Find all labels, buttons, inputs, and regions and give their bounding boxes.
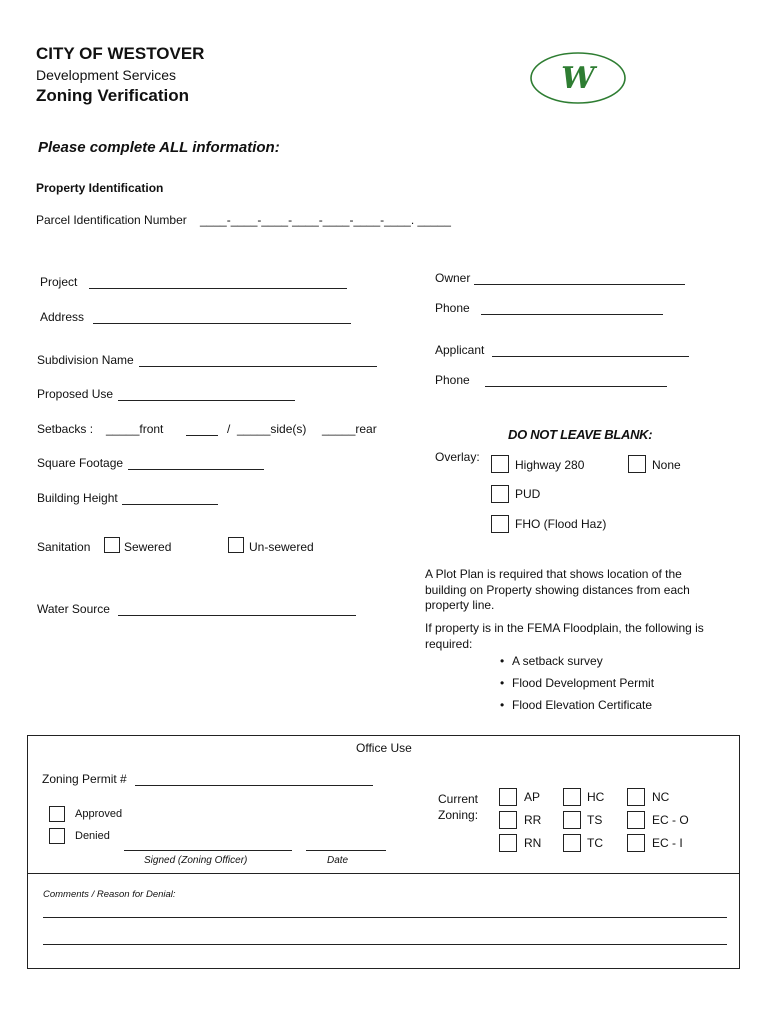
applicant-phone-field[interactable] xyxy=(485,386,667,387)
water-source-field[interactable] xyxy=(118,615,356,616)
denied-checkbox[interactable] xyxy=(49,828,65,844)
denied-label: Denied xyxy=(75,830,110,842)
zone-ap-checkbox[interactable] xyxy=(499,788,517,806)
applicant-label: Applicant xyxy=(435,343,485,357)
zone-rn-checkbox[interactable] xyxy=(499,834,517,852)
approved-label: Approved xyxy=(75,808,123,820)
office-use-box xyxy=(27,735,740,969)
zone-hc-label: HC xyxy=(587,790,605,804)
setback-rear-field[interactable]: _____rear xyxy=(322,422,377,436)
parcel-number-field[interactable]: ____-____-____-____-____-____-____. _____ xyxy=(200,213,451,227)
owner-phone-label: Phone xyxy=(435,301,470,315)
overlay-highway-280-checkbox[interactable] xyxy=(491,455,509,473)
zone-ec-o-label: EC - O xyxy=(652,813,689,827)
signature-line[interactable] xyxy=(124,850,292,851)
building-height-field[interactable] xyxy=(122,504,218,505)
requirement-item: • A setback survey xyxy=(512,654,603,668)
overlay-pud-checkbox[interactable] xyxy=(491,485,509,503)
overlay-fho-label: FHO (Flood Haz) xyxy=(515,517,607,531)
owner-phone-field[interactable] xyxy=(481,314,663,315)
square-footage-field[interactable] xyxy=(128,469,264,470)
overlay-none-checkbox[interactable] xyxy=(628,455,646,473)
subdivision-field[interactable] xyxy=(139,366,377,367)
office-use-title: Office Use xyxy=(356,741,412,755)
instructions-heading: Please complete ALL information: xyxy=(38,139,280,156)
date-line[interactable] xyxy=(306,850,386,851)
org-name: CITY OF WESTOVER xyxy=(36,44,205,63)
zone-ts-checkbox[interactable] xyxy=(563,811,581,829)
comments-line-2[interactable] xyxy=(43,944,727,945)
proposed-use-field[interactable] xyxy=(118,400,295,401)
overlay-label: Overlay: xyxy=(435,450,480,464)
applicant-field[interactable] xyxy=(492,356,689,357)
sewered-checkbox[interactable] xyxy=(104,537,120,553)
comments-label: Comments / Reason for Denial: xyxy=(43,889,176,900)
project-field[interactable] xyxy=(89,288,347,289)
overlay-none-label: None xyxy=(652,458,681,472)
zone-nc-label: NC xyxy=(652,790,670,804)
setback-side-field-1[interactable] xyxy=(186,435,218,436)
current-zoning-label-2: Zoning: xyxy=(438,808,479,822)
office-use-divider xyxy=(28,873,739,874)
zone-ec-i-label: EC - I xyxy=(652,836,683,850)
owner-label: Owner xyxy=(435,271,471,285)
zoning-permit-field[interactable] xyxy=(135,785,373,786)
setbacks-label: Setbacks : xyxy=(37,422,94,436)
address-label: Address xyxy=(40,310,85,324)
subdivision-label: Subdivision Name xyxy=(37,353,134,367)
zone-ts-label: TS xyxy=(587,813,603,827)
square-footage-label: Square Footage xyxy=(37,456,124,470)
current-zoning-label-1: Current xyxy=(438,792,479,806)
zone-tc-checkbox[interactable] xyxy=(563,834,581,852)
approved-checkbox[interactable] xyxy=(49,806,65,822)
sanitation-label: Sanitation xyxy=(37,540,91,554)
form-title: Zoning Verification xyxy=(36,86,190,105)
requirement-item: • Flood Elevation Certificate xyxy=(512,698,652,712)
date-label: Date xyxy=(327,855,349,866)
zone-ec-o-checkbox[interactable] xyxy=(627,811,645,829)
setback-front-field[interactable]: _____front xyxy=(106,422,164,436)
applicant-phone-label: Phone xyxy=(435,373,470,387)
zone-hc-checkbox[interactable] xyxy=(563,788,581,806)
zone-ec-i-checkbox[interactable] xyxy=(627,834,645,852)
department-name: Development Services xyxy=(36,67,177,83)
zone-rn-label: RN xyxy=(524,836,542,850)
zone-nc-checkbox[interactable] xyxy=(627,788,645,806)
owner-field[interactable] xyxy=(474,284,685,285)
plot-plan-note: A Plot Plan is required that shows location of the building on Property showing distances from each property line. xyxy=(425,567,690,612)
building-height-label: Building Height xyxy=(37,491,118,505)
property-section-title: Property Identification xyxy=(36,181,164,195)
address-field[interactable] xyxy=(93,323,351,324)
overlay-highway-280-label: Highway 280 xyxy=(515,458,585,472)
zone-tc-label: TC xyxy=(587,836,603,850)
sewered-label: Sewered xyxy=(124,540,172,554)
overlay-warning: DO NOT LEAVE BLANK: xyxy=(508,427,653,442)
setback-sides-field[interactable]: _____side(s) xyxy=(237,422,307,436)
svg-text:W: W xyxy=(561,61,595,96)
unsewered-checkbox[interactable] xyxy=(228,537,244,553)
water-source-label: Water Source xyxy=(37,602,110,616)
project-label: Project xyxy=(40,275,78,289)
zoning-permit-label: Zoning Permit # xyxy=(42,772,127,786)
proposed-use-label: Proposed Use xyxy=(37,387,114,401)
overlay-pud-label: PUD xyxy=(515,487,541,501)
floodplain-note: If property is in the FEMA Floodplain, the following is required: xyxy=(425,621,704,651)
comments-line-1[interactable] xyxy=(43,917,727,918)
zone-rr-label: RR xyxy=(524,813,542,827)
parcel-label: Parcel Identification Number xyxy=(36,213,187,227)
city-logo xyxy=(529,51,627,105)
zone-rr-checkbox[interactable] xyxy=(499,811,517,829)
setback-separator: / xyxy=(227,422,231,436)
overlay-fho-checkbox[interactable] xyxy=(491,515,509,533)
unsewered-label: Un-sewered xyxy=(249,540,314,554)
zone-ap-label: AP xyxy=(524,790,541,804)
requirement-item: • Flood Development Permit xyxy=(512,676,654,690)
signature-label: Signed (Zoning Officer) xyxy=(144,855,248,866)
